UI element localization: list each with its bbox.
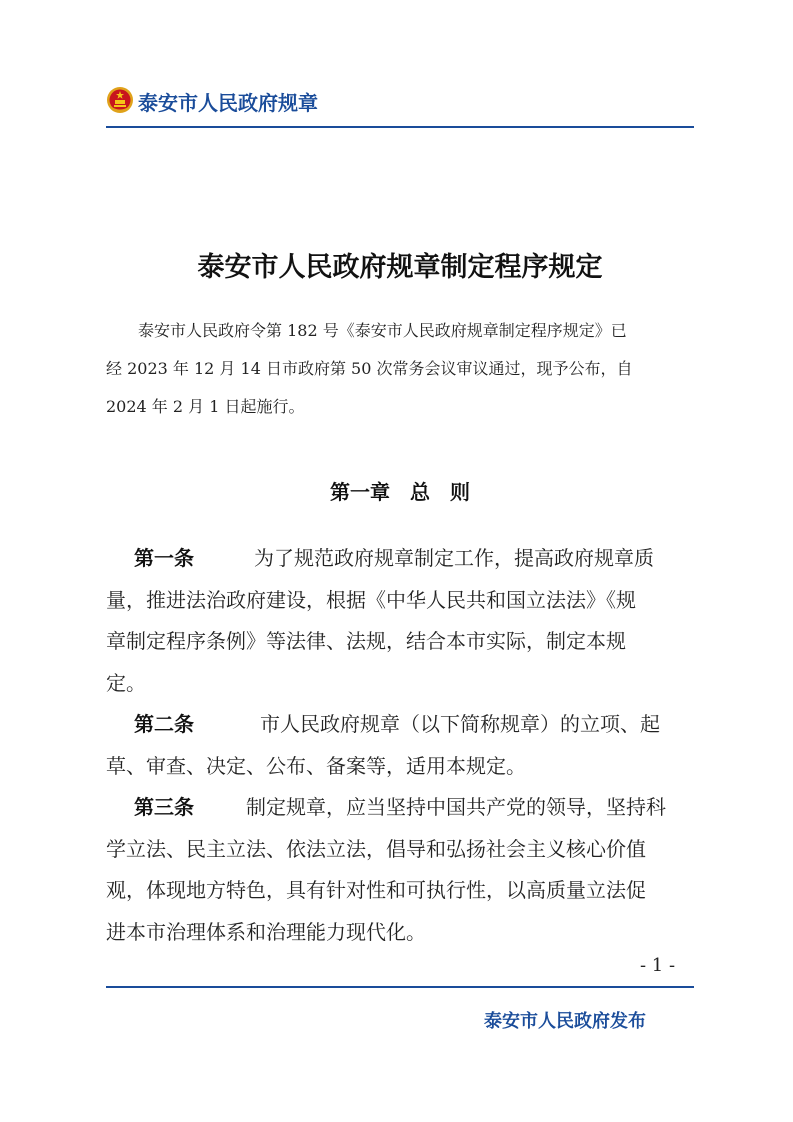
chapter-heading: 第一章 总 则 bbox=[330, 480, 470, 504]
article-text: 学立法、民主立法、依法立法，倡导和弘扬社会主义核心价值 bbox=[106, 836, 646, 861]
article-text: 制定规章，应当坚持中国共产党的领导，坚持科 bbox=[246, 795, 666, 819]
header-divider bbox=[106, 126, 694, 128]
footer-publisher: 泰安市人民政府发布 bbox=[484, 1011, 646, 1032]
article-text: 草、审查、决定、公布、备案等，适用本规定。 bbox=[106, 753, 526, 778]
article-text: 量，推进法治政府建设，根据《中华人民共和国立法法》《规 bbox=[106, 587, 636, 612]
article-1 bbox=[106, 538, 694, 704]
document-title: 泰安市人民政府规章制定程序规定 bbox=[197, 252, 603, 283]
articles-body bbox=[106, 538, 694, 953]
article-text: 观，体现地方特色，具有针对性和可执行性，以高质量立法促 bbox=[106, 878, 646, 902]
national-emblem-icon bbox=[106, 86, 134, 114]
article-text: 市人民政府规章（以下简称规章）的立项、起 bbox=[260, 712, 660, 736]
article-text: 定。 bbox=[106, 670, 146, 695]
article-number: 第二条 bbox=[134, 712, 194, 736]
article-text: 进本市治理体系和治理能力现代化。 bbox=[106, 919, 426, 944]
promulgation-line: 泰安市人民政府令第 182 号《泰安市人民政府规章制定程序规定》已 bbox=[138, 321, 627, 340]
article-number: 第三条 bbox=[134, 795, 194, 819]
article-first-line bbox=[106, 538, 694, 580]
page-number: - 1 - bbox=[640, 955, 676, 976]
header-title: 泰安市人民政府规章 bbox=[138, 91, 318, 115]
article-3 bbox=[106, 787, 694, 953]
footer-divider bbox=[106, 986, 694, 988]
article-first-line bbox=[106, 704, 694, 746]
article-number: 第一条 bbox=[134, 546, 194, 570]
article-text: 章制定程序条例》等法律、法规，结合本市实际，制定本规 bbox=[106, 629, 626, 653]
article-first-line bbox=[106, 787, 694, 829]
article-text: 为了规范政府规章制定工作，提高政府规章质 bbox=[254, 546, 654, 570]
promulgation-line: 经 2023 年 12 月 14 日市政府第 50 次常务会议审议通过，现予公布，自 bbox=[106, 359, 633, 378]
promulgation-line: 2024 年 2 月 1 日起施行。 bbox=[106, 397, 305, 416]
article-2 bbox=[106, 704, 694, 787]
document-header bbox=[106, 86, 694, 118]
promulgation-notice bbox=[106, 312, 694, 426]
